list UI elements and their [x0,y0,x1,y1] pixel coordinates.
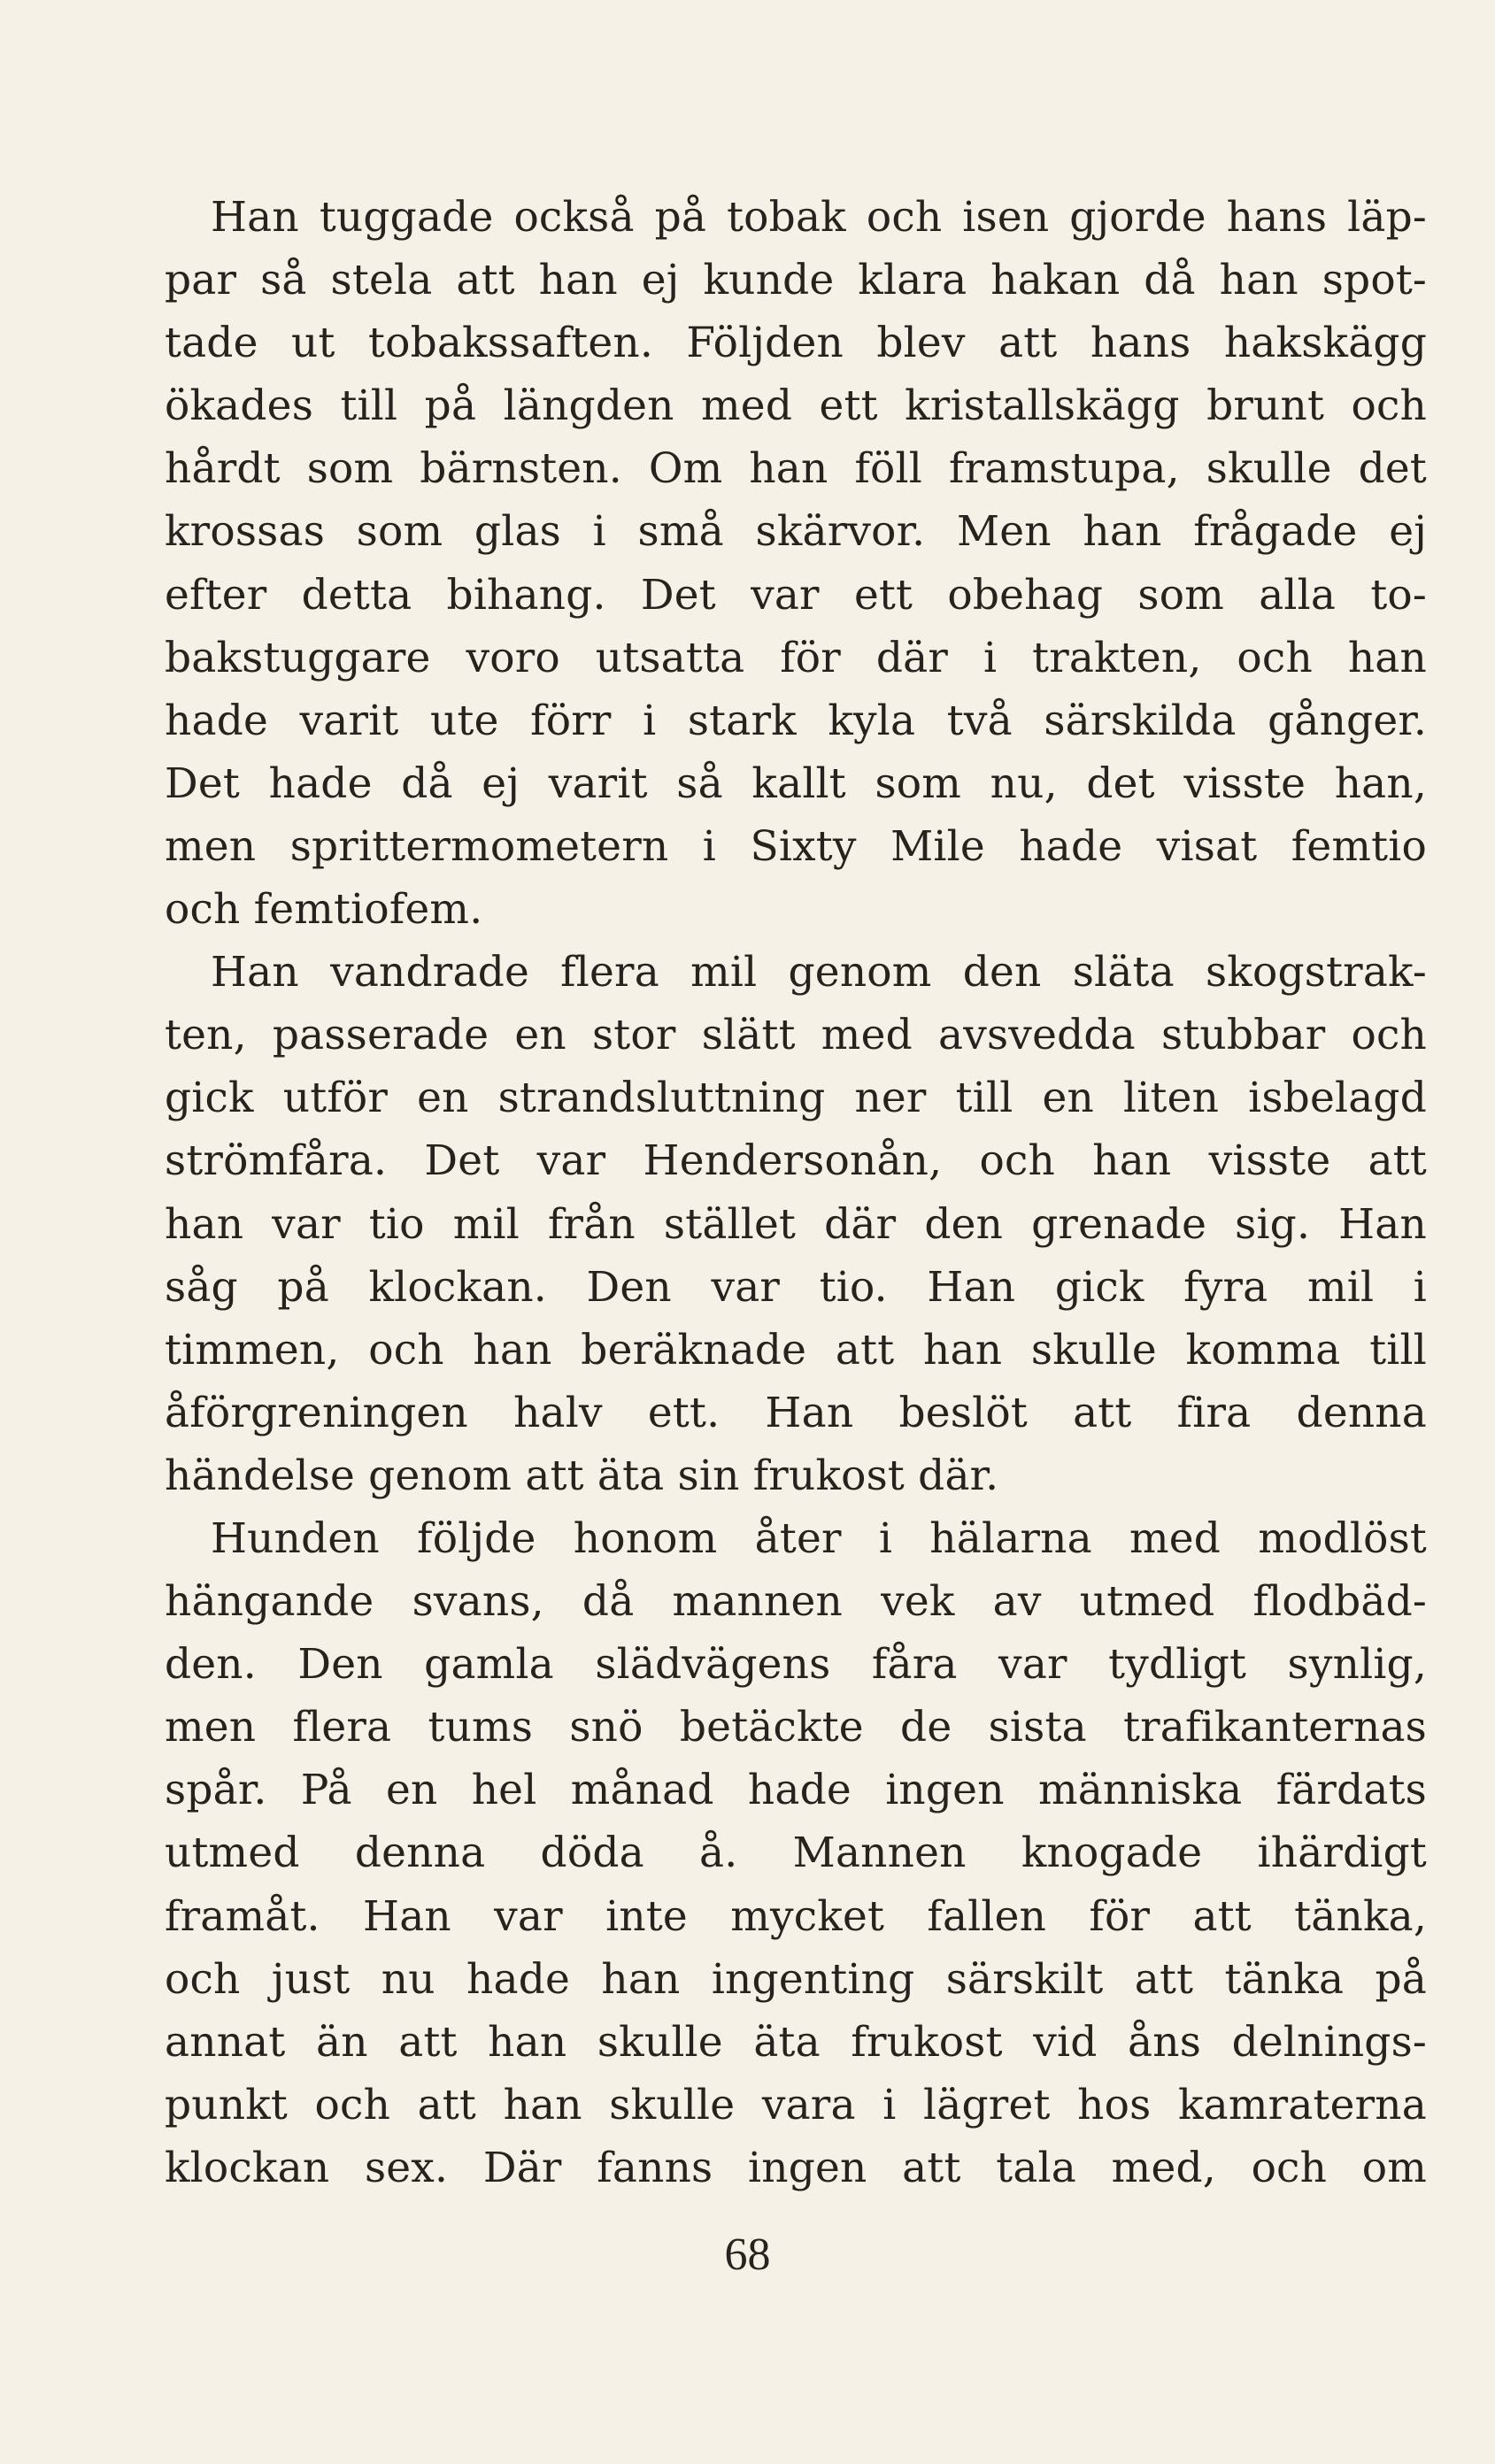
text-line: men sprittermometern i Sixty Mile hade visat femtio [165,821,1427,871]
text-line: timmen, och han beräknade att han skulle komma till [165,1325,1427,1374]
text-line: Hunden följde honom åter i hälarna med modlöst [211,1513,1427,1563]
text-line: hade varit ute förr i stark kyla två särskilda gånger. [165,696,1427,745]
body-text [165,186,1427,2199]
text-line: bakstuggare voro utsatta för där i trakten, och han [165,633,1427,682]
text-line: och femtiofem. [165,885,483,935]
text-line: Han vandrade flera mil genom den släta skogstrak- [211,948,1427,997]
text-line: spår. På en hel månad hade ingen människa färdats [165,1766,1427,1815]
text-line: par så stela att han ej kunde klara hakan då han spot- [165,256,1427,305]
text-line: punkt och att han skulle vara i lägret hos kamraterna [165,2080,1427,2129]
text-line: tade ut tobakssaften. Följden blev att hans hakskägg [165,319,1427,368]
text-line: och just nu hade han ingenting särskilt att tänka på [165,1954,1427,2004]
text-line: framåt. Han var inte mycket fallen för att tänka, [165,1891,1427,1941]
text-line: men flera tums snö betäckte de sista trafikanternas [165,1703,1427,1752]
text-line: efter detta bihang. Det var ett obehag som alla to- [165,570,1427,620]
text-line: gick utför en strandsluttning ner till en liten isbelagd [165,1074,1427,1123]
text-line: hårdt som bärnsten. Om han föll framstupa, skulle det [165,444,1427,494]
text-line: ten, passerade en stor slätt med avsvedda stubbar och [165,1011,1427,1060]
text-line: ökades till på längden med ett kristallskägg brunt och [165,381,1427,431]
text-line: händelse genom att äta sin frukost där. [165,1451,999,1500]
text-line: utmed denna döda å. Mannen knogade ihärdigt [165,1829,1427,1878]
text-line: åförgreningen halv ett. Han beslöt att fira denna [165,1388,1427,1437]
text-line: strömfåra. Det var Hendersonån, och han visste att [165,1136,1427,1186]
text-line: annat än att han skulle äta frukost vid åns delnings- [165,2017,1427,2067]
page-number: 68 [724,2229,771,2280]
text-line: krossas som glas i små skärvor. Men han frågade ej [165,507,1427,557]
text-line: klockan sex. Där fanns ingen att tala med, och om [165,2143,1427,2192]
text-line: såg på klockan. Den var tio. Han gick fyra mil i [165,1262,1427,1312]
text-line: Han tuggade också på tobak och isen gjorde hans läp- [211,193,1427,242]
text-line: hängande svans, då mannen vek av utmed flodbäd- [165,1577,1427,1627]
text-line: den. Den gamla slädvägens fåra var tydligt synlig, [165,1640,1427,1690]
text-line: han var tio mil från stället där den grenade sig. Han [165,1199,1427,1249]
text-line: Det hade då ej varit så kallt som nu, det visste han, [165,758,1427,808]
